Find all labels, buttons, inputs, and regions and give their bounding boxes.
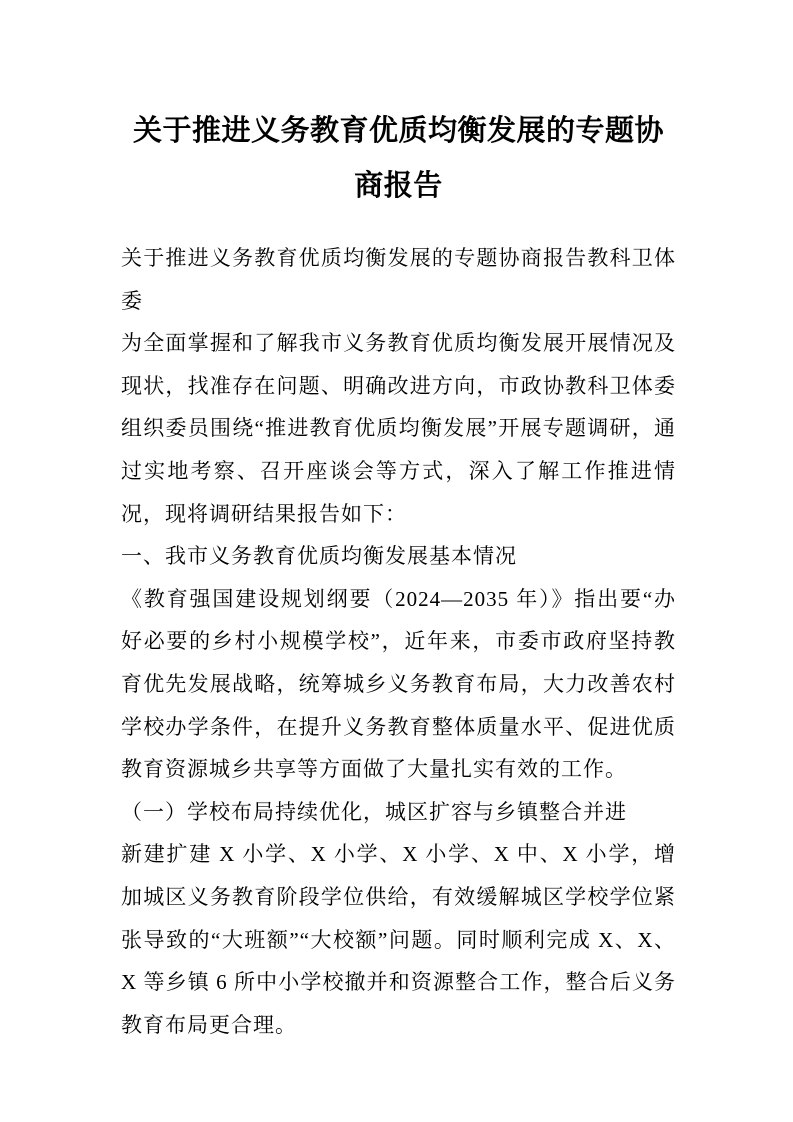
paragraph-subtitle: 关于推进义务教育优质均衡发展的专题协商报告教科卫体委 (121, 246, 676, 313)
heading-subsection-1-1: （一）学校布局持续优化，城区扩容与乡镇整合并进 (121, 799, 627, 824)
heading-section-1: 一、我市义务教育优质均衡发展基本情况 (121, 544, 517, 569)
document-body (121, 237, 676, 1046)
document-title: 关于推进义务教育优质均衡发展的专题协商报告 (132, 115, 664, 202)
paragraph-intro: 为全面掌握和了解我市义务教育优质均衡发展开展情况及现状，找准存在问题、明确改进方向，市政协教科卫体委组织委员围绕“推进教育优质均衡发展”开展专题调研，通过实地考察、召开座谈会等方式，深入了解工作推进情况，现将调研结果报告如下： (121, 331, 676, 526)
paragraph-section-1-overview: 《教育强国建设规划纲要（2024—2035 年）》指出要“办好必要的乡村小规模学校”，近年来，市委市政府坚持教育优先发展战略，统筹城乡义务教育布局，大力改善农村学校办学条件，在提升义务教育整体质量水平、促进优质教育资源城乡共享等方面做了大量扎实有效的工作。 (121, 586, 676, 782)
paragraph-subsection-1-1-detail: 新建扩建 X 小学、X 小学、X 小学、X 中、X 小学，增加城区义务教育阶段学位供给，有效缓解城区学校学位紧张导致的“大班额”“大校额”问题。同时顺利完成 X、X、X 等乡镇 6 所中小学校撤并和资源整合工作，整合后义务教育布局更合理。 (121, 842, 676, 1037)
